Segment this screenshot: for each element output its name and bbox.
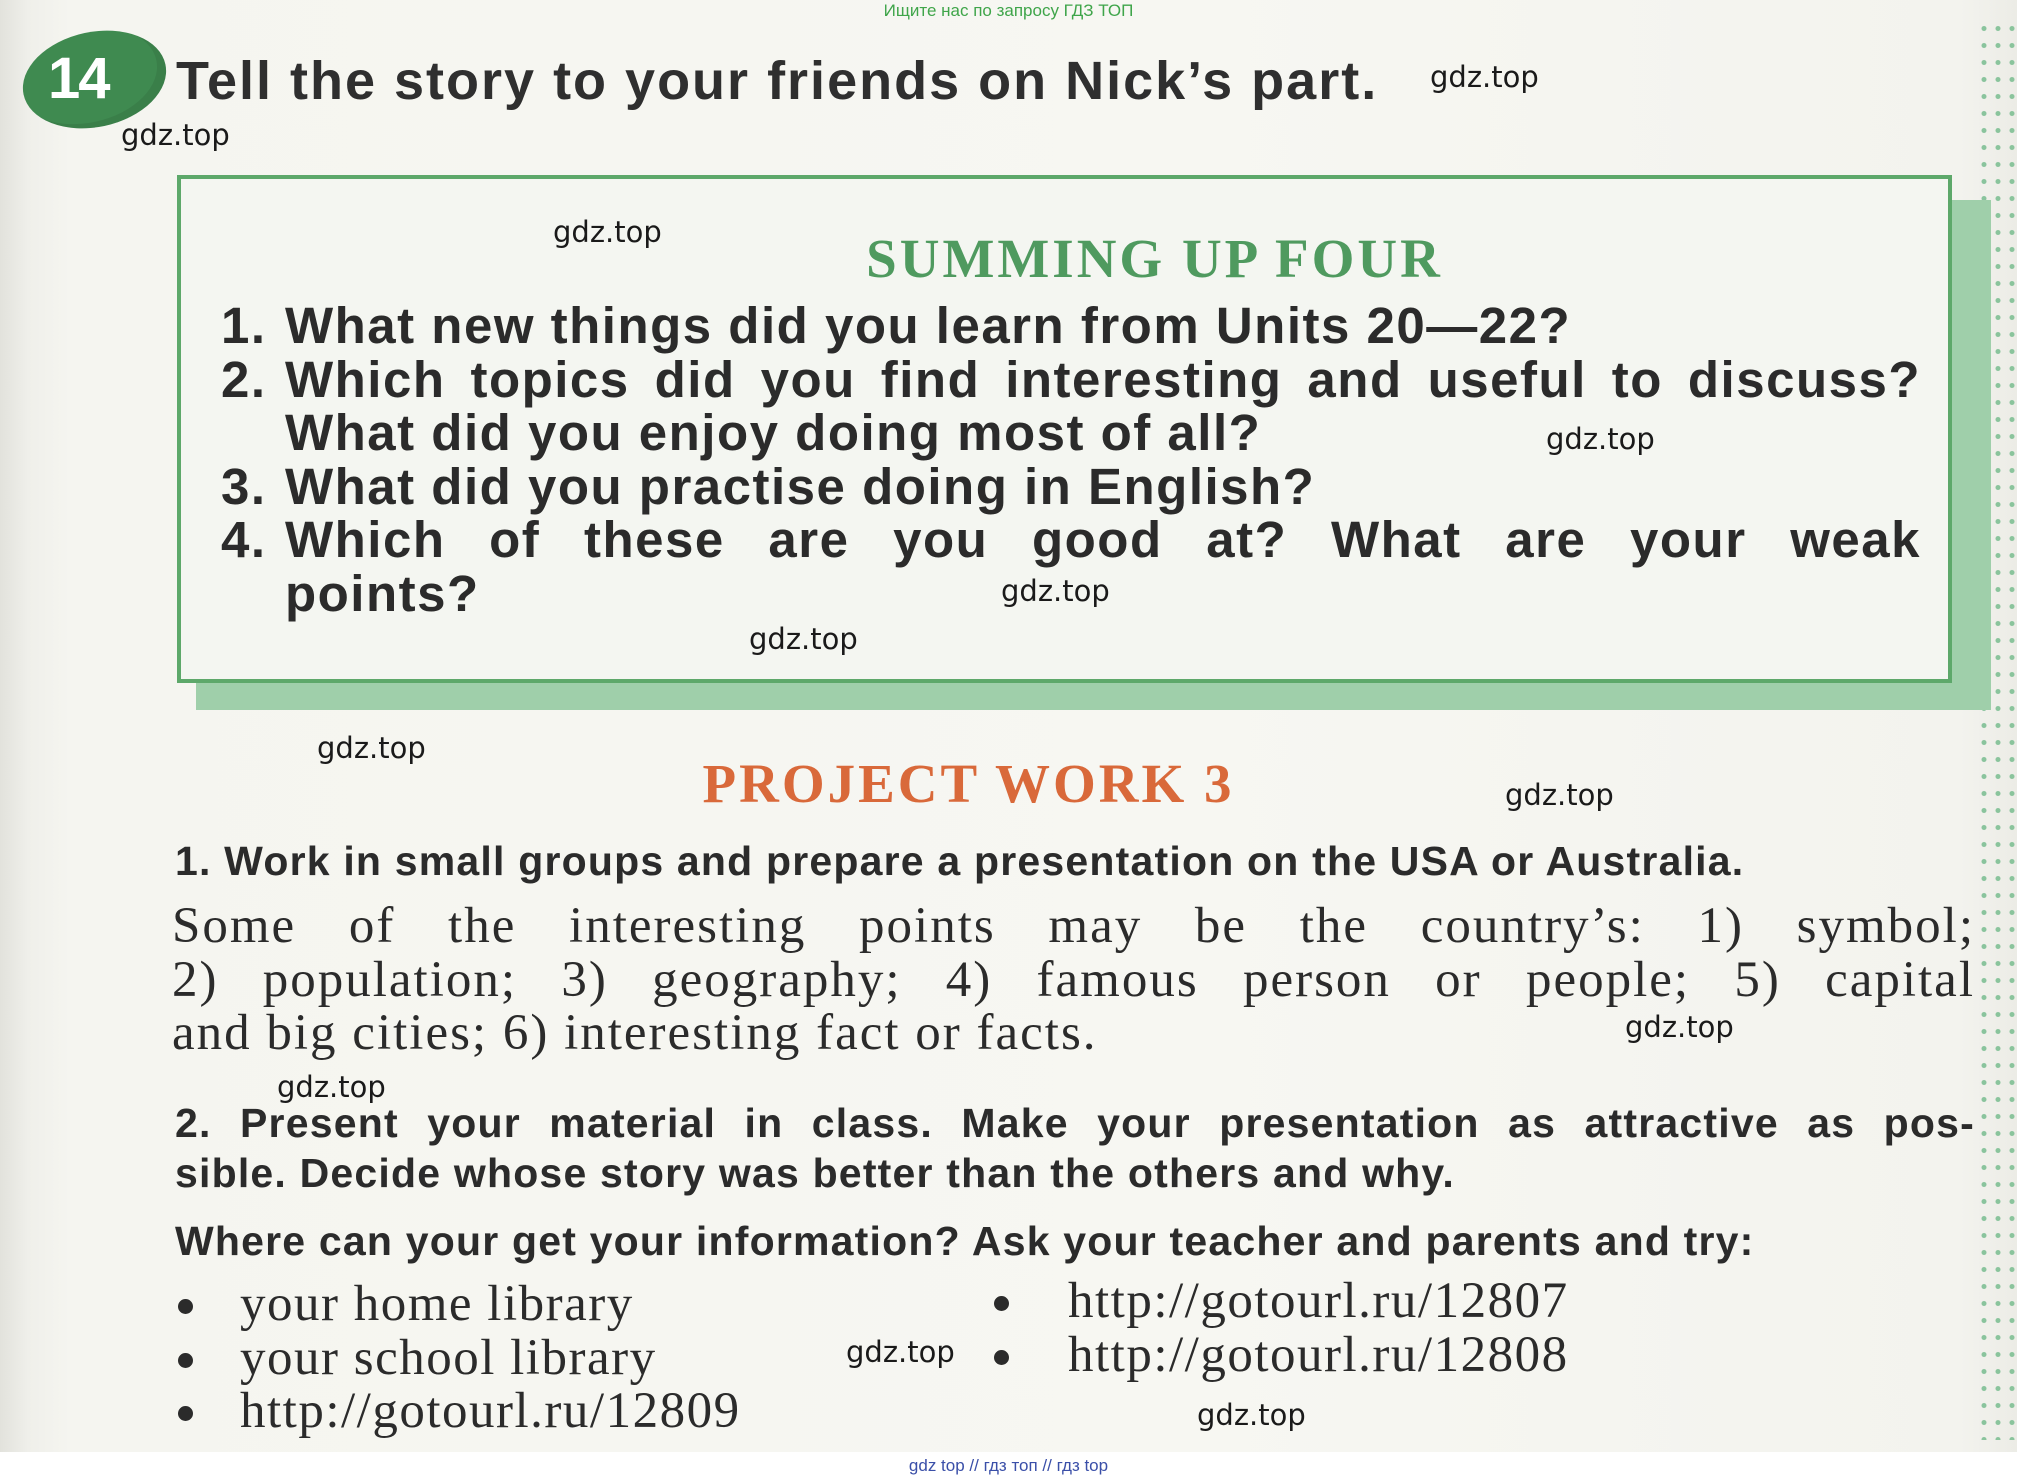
source-item xyxy=(172,1278,992,1332)
exercise-title: Tell the story to your friends on Nick’s part. xyxy=(176,51,1379,111)
source-item xyxy=(988,1275,1888,1329)
top-banner: Ищите нас по запросу ГДЗ ТОП xyxy=(883,1,1134,20)
bullet-icon xyxy=(178,1299,193,1314)
watermark: gdz.top xyxy=(1625,1010,1734,1044)
watermark: gdz.top xyxy=(317,731,426,765)
watermark: gdz.top xyxy=(121,118,230,152)
source-item xyxy=(172,1385,992,1439)
question-1 xyxy=(221,299,1921,353)
question-text: What new things did you learn from Units 20—22? xyxy=(285,297,1572,354)
watermark: gdz.top xyxy=(553,215,662,249)
information-sources-prompt: Where can your get your information? Ask your teacher and parents and try: xyxy=(175,1218,1755,1264)
bullet-icon xyxy=(994,1350,1009,1365)
project-task-2 xyxy=(175,1098,1975,1198)
question-text: What did you enjoy doing most of all? xyxy=(285,404,1262,461)
question-list xyxy=(221,299,1921,620)
paragraph-line: and big cities; 6) interesting fact or facts. xyxy=(172,1005,1098,1061)
project-task-1: 1. Work in small groups and prepare a presentation on the USA or Australia. xyxy=(175,838,1745,884)
bullet-icon xyxy=(994,1296,1009,1311)
source-link: http://gotourl.ru/12807 xyxy=(1068,1273,1569,1329)
watermark: gdz.top xyxy=(1546,422,1655,456)
project-work-title: PROJECT WORK 3 xyxy=(702,753,1235,814)
question-text: points? xyxy=(285,564,480,622)
watermark: gdz.top xyxy=(1505,778,1614,812)
bottom-banner: gdz top // гдз топ // гдз top xyxy=(0,1452,2017,1479)
source-link: http://gotourl.ru/12808 xyxy=(1068,1326,1569,1383)
question-2-continued xyxy=(221,406,1921,460)
watermark: gdz.top xyxy=(1197,1398,1306,1432)
question-text: What did you practise doing in English? xyxy=(285,457,1316,515)
paragraph-line: 2) population; 3) geography; 4) famous person or people; 5) capital xyxy=(172,951,1975,1008)
question-number: 2. xyxy=(221,350,267,408)
task-2-line: 2. Present your material in class. Make your presentation as attractive as pos- xyxy=(175,1100,1975,1146)
watermark: gdz.top xyxy=(1001,574,1110,608)
watermark: gdz.top xyxy=(846,1335,955,1369)
exercise-number: 14 xyxy=(48,46,109,111)
paragraph-line: Some of the interesting points may be the country’s: 1) symbol; xyxy=(172,898,1975,954)
bullet-icon xyxy=(178,1406,193,1421)
source-link: http://gotourl.ru/12809 xyxy=(240,1383,741,1439)
source-text: your home library xyxy=(240,1276,634,1332)
question-number: 1. xyxy=(221,297,267,354)
bullet-icon xyxy=(178,1353,193,1368)
sources-list-right xyxy=(988,1275,1888,1382)
watermark: gdz.top xyxy=(749,622,858,656)
question-3 xyxy=(221,457,1921,515)
question-number: 3. xyxy=(221,457,267,515)
source-text: your school library xyxy=(240,1329,657,1386)
question-text: Which topics did you find interesting and useful to discuss? xyxy=(285,350,1921,408)
question-number: 4. xyxy=(221,511,267,568)
watermark: gdz.top xyxy=(1430,60,1539,94)
summing-up-title: SUMMING UP FOUR xyxy=(866,228,1443,289)
question-4 xyxy=(221,513,1921,567)
watermark: gdz.top xyxy=(277,1070,386,1104)
question-text: Which of these are you good at? What are your weak xyxy=(285,511,1921,568)
task-2-line: sible. Decide whose story was better than the others and why. xyxy=(175,1150,1455,1196)
question-2 xyxy=(221,350,1921,408)
source-item xyxy=(988,1326,1888,1383)
